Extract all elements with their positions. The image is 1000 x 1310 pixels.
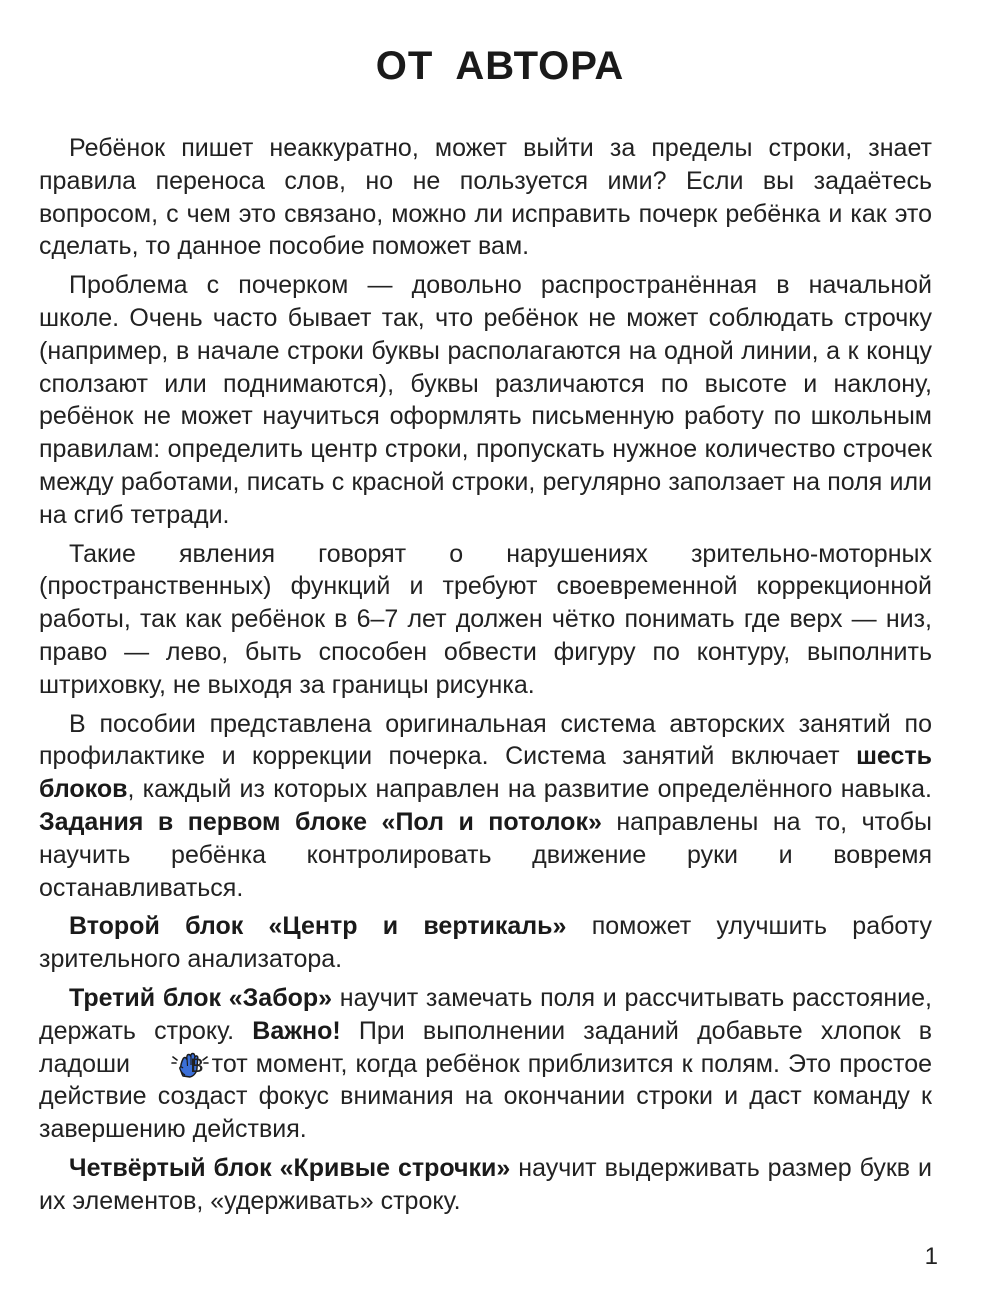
clapping-hands-icon xyxy=(140,1051,180,1079)
text-span: , каждый из которых направлен на развитие определённого навыка. xyxy=(127,775,932,804)
bold-important: Важно! xyxy=(252,1016,341,1045)
page-title: ОТ АВТОРА xyxy=(375,44,625,88)
text-span: научит замечать поля и рассчитывать расстояние, держать строку. xyxy=(39,983,932,1045)
body-text xyxy=(39,132,932,1224)
bold-six-blocks: шесть блоков xyxy=(39,742,932,804)
bold-block-four: Четвёртый блок «Кривые строчки» xyxy=(69,1153,511,1182)
paragraph-block-four xyxy=(39,1152,932,1218)
text-span: поможет улучшить работу зрительного анализатора. xyxy=(39,912,933,974)
bold-block-two: Второй блок «Центр и вертикаль» xyxy=(69,912,567,941)
paragraph-symptoms: Такие явления говорят о нарушениях зрительно-моторных (пространственных) функций и требуют своевременной коррекционной работы, так как ребёнок в 6–7 лет должен чётко понимать где верх — низ, право — лево, быть способен обвести фигуру по контуру, выполнить штриховку, не выходя за границы рисунка. xyxy=(39,539,932,699)
text-span: В пособии представлена оригинальная система авторских занятий по профилактике и коррекции почерка. Система занятий включает xyxy=(39,709,932,771)
text-span: в тот момент, когда ребёнок приблизится к полям. Это простое действие создаст фокус внимания на окончании строки и даст команду к завершению действия. xyxy=(39,1049,933,1144)
paragraph-block-two xyxy=(39,910,932,976)
page-number: 1 xyxy=(924,1243,938,1270)
paragraph-intro: Ребёнок пишет неаккуратно, может выйти за пределы строки, знает правила переноса слов, но не пользуется ими? Если вы задаётесь вопросом, с чем это связано, можно ли исправить почерк ребёнка и как это сделать, то данное пособие поможет вам. xyxy=(39,134,932,261)
paragraph-problem: Проблема с почерком — довольно распространённая в начальной школе. Очень часто бывает так, что ребёнок не может соблюдать строчку (например, в начале строки буквы располагаются на одной линии, а к концу сползают или поднимаются), буквы различаются по высоте и наклону, ребёнок не может научиться оформлять письменную работу по школьным правилам: определить центр строки, пропускать нужное количество строчек между работами, писать с красной строки, регулярно заползает на поля или на сгиб тетради. xyxy=(39,271,932,529)
bold-block-one: Задания в первом блоке «Пол и потолок» xyxy=(39,807,602,836)
text-span: При выполнении заданий добавьте хлопок в ладоши xyxy=(39,1016,932,1078)
text-span: научит выдерживать размер букв и их элементов, «удерживать» строку. xyxy=(39,1153,932,1215)
bold-block-three: Третий блок «Забор» xyxy=(69,983,333,1012)
paragraph-system xyxy=(39,708,932,905)
text-span: направлены на то, чтобы научить ребёнка контролировать движение руки и вовремя останавливаться. xyxy=(39,807,932,902)
paragraph-block-three xyxy=(39,982,932,1146)
